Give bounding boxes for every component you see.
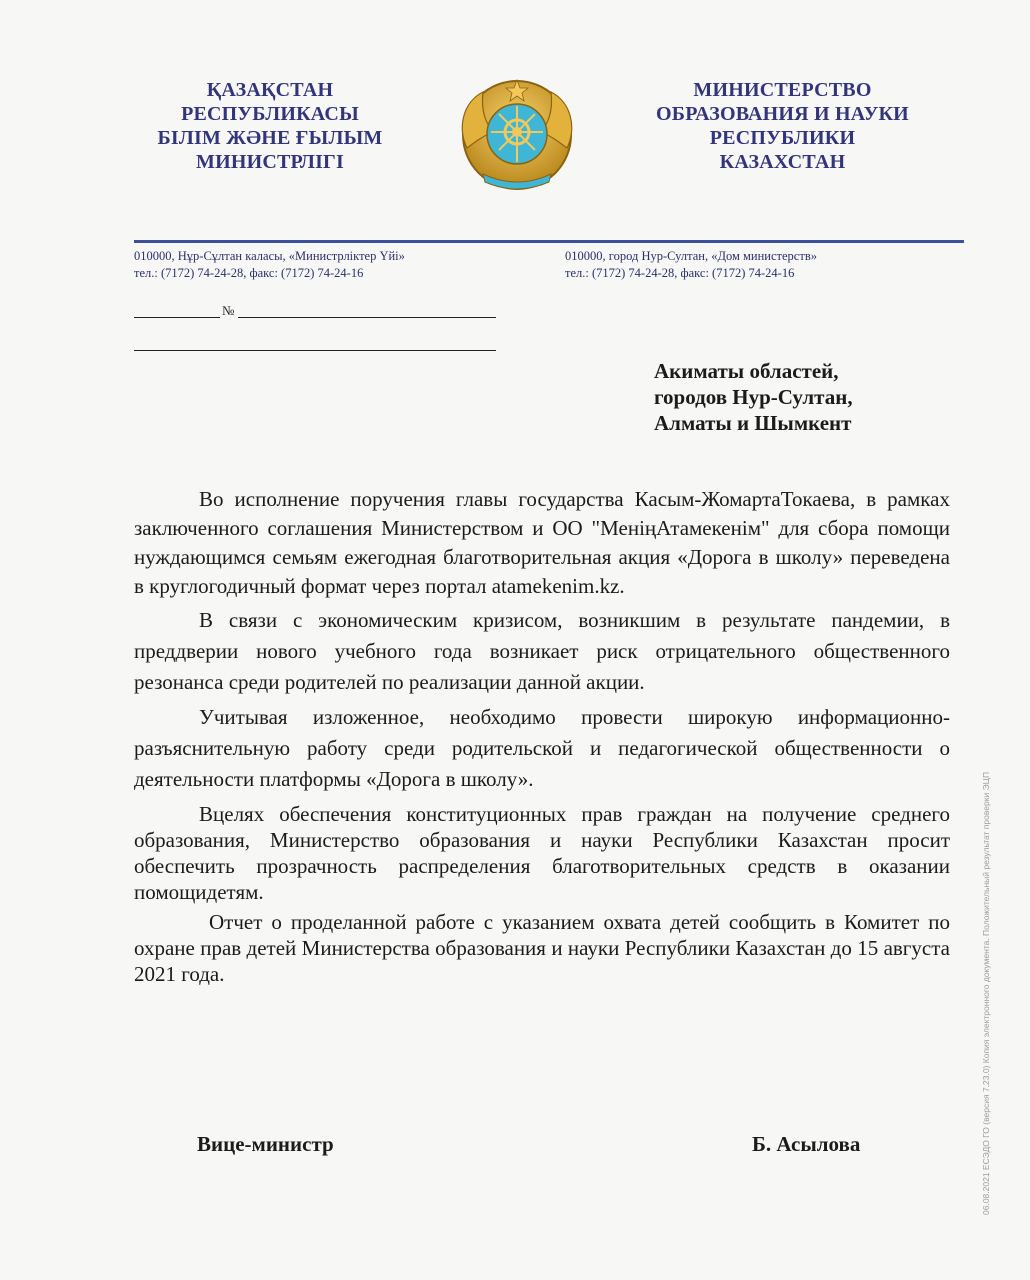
header-russian: [630, 78, 935, 174]
header-kazakh: [130, 78, 410, 174]
addressee-line: Акиматы областей,: [654, 359, 839, 383]
header-kazakh-line: МИНИСТРЛІГІ: [196, 151, 344, 173]
addressee-line: городов Нур-Султан,: [654, 385, 853, 409]
header-russian-line: КАЗАХСТАН: [719, 151, 846, 173]
paragraph: В связи с экономическим кризисом, возникшим в результате пандемии, в преддверии нового учебного года возникает риск отрицательного общественного резонанса среди родителей по реализации данной акции.: [134, 608, 950, 694]
registration-number-line: [134, 302, 496, 318]
edoc-verification-note: 06.08.2021 ЕСЭДО ГО (версия 7.23.0) Копия электронного документа. Положительный результат проверки ЭЦП: [981, 771, 991, 1215]
header-russian-line: МИНИСТЕРСТВО: [693, 79, 872, 101]
addressee-line: Алматы и Шымкент: [654, 411, 852, 435]
header-kazakh-line: ҚАЗАҚСТАН: [206, 79, 334, 101]
number-sign: №: [222, 303, 235, 318]
date-blank: [134, 317, 220, 318]
paragraph: Отчет о проделанной работе с указанием охвата детей сообщить в Комитет по охране прав детей Министерства образования и науки Республики Казахстан до 15 августа 2021 года.: [134, 910, 950, 986]
signatory-name: Б. Асылова: [752, 1132, 861, 1156]
header-kazakh-line: БІЛІМ ЖӘНЕ ҒЫЛЫМ: [157, 127, 383, 149]
address-russian: 010000, город Нур-Султан, «Дом министерств»: [565, 249, 817, 263]
paragraph: Учитывая изложенное, необходимо провести широкую информационно-разъяснительную работу среди родительской и педагогической общественности о деятельности платформы «Дорога в школу».: [134, 705, 950, 791]
phone-russian: тел.: (7172) 74-24-28, факс: (7172) 74-24-16: [565, 266, 795, 280]
header-divider: [134, 240, 964, 243]
header-russian-line: ОБРАЗОВАНИЯ И НАУКИ: [656, 103, 909, 125]
addressee-block: [654, 358, 944, 436]
phone-kazakh: тел.: (7172) 74-24-28, факс: (7172) 74-24-16: [134, 266, 364, 280]
paragraph: Во исполнение поручения главы государства Касым-ЖомартаТокаева, в рамках заключенного соглашения Министерством и ОО "МенiңАтамекенiм" для сбора помощи нуждающимся семьям ежегодная благотворительная акция «Дорога в школу» переведена в круглогодичный формат через портал atamekenim.kz.: [134, 487, 950, 598]
header-kazakh-line: РЕСПУБЛИКАСЫ: [181, 103, 359, 125]
paragraph: Вцелях обеспечения конституционных прав граждан на получение среднего образования, Министерство образования и науки Республики Казахстан просит обеспечить прозрачность распределения благотворительных средств в оказании помощидетям.: [134, 802, 950, 904]
letter-body: [134, 485, 950, 987]
address-kazakh: 010000, Нұр-Сұлтан каласы, «Министрліктер Үйі»: [134, 249, 405, 263]
signatory-title: Вице-министр: [197, 1132, 334, 1156]
number-blank: [238, 317, 496, 318]
header-russian-line: РЕСПУБЛИКИ: [709, 127, 856, 149]
state-emblem-icon: [453, 78, 581, 192]
reference-blank-line: [134, 350, 496, 351]
